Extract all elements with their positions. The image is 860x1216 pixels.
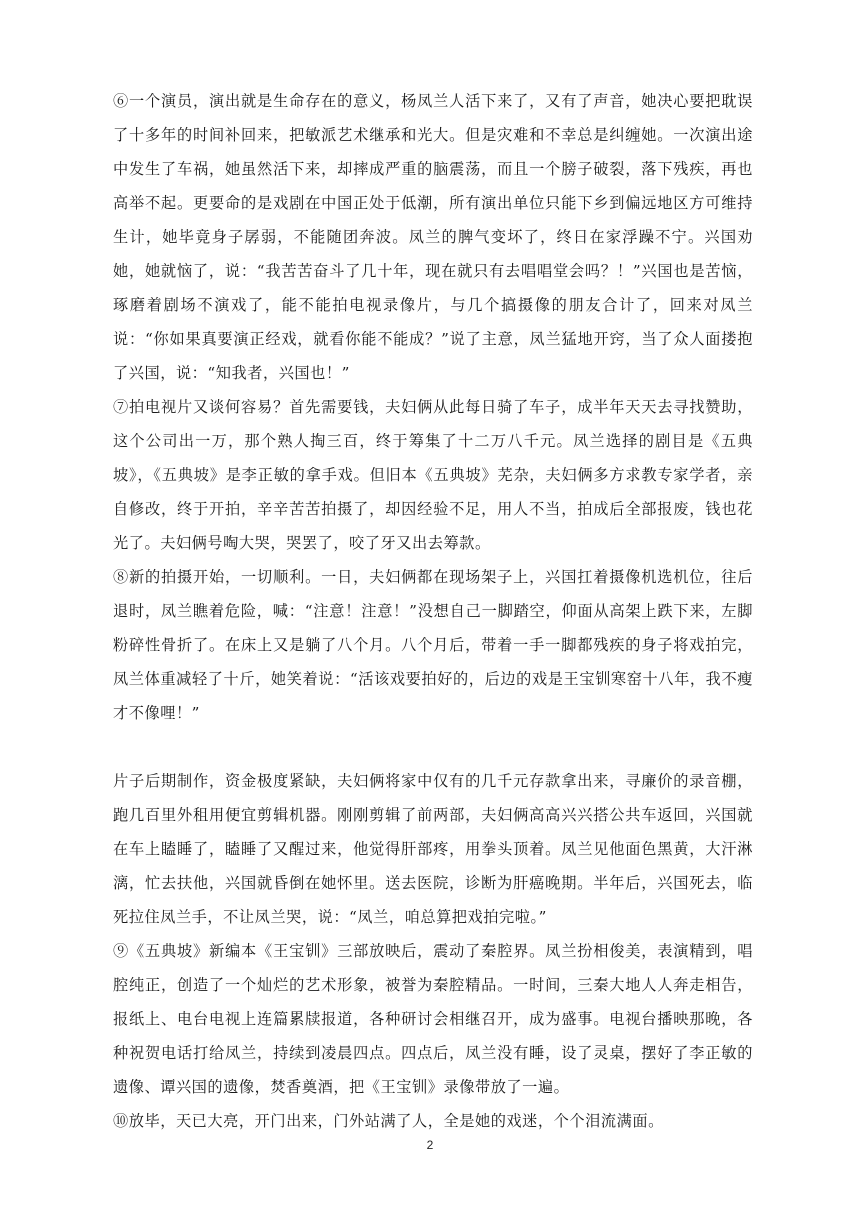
page-number: 2 [426,1138,434,1152]
paragraph-8-continued: 片子后期制作，资金极度紧缺，夫妇俩将家中仅有的几千元存款拿出来，寻廉价的录音棚，跑几百里外租用便宜剪辑机器。刚刚剪辑了前两部，夫妇俩高高兴兴搭公共车返回，兴国就在车上瞌睡了，瞌睡了又醒过来，他觉得肝部疼，用拳头顶着。凤兰见他面色黑黄，大汗淋漓，忙去扶他，兴国就昏倒在她怀里。送去医院，诊断为肝癌晚期。半年后，兴国死去，临死拉住凤兰手，不让凤兰哭，说：“凤兰，咱总算把戏拍完啦。” [113,772,753,926]
paragraph-7: ⑦拍电视片又谈何容易？首先需要钱，夫妇俩从此每日骑了车子，成半年天天去寻找赞助，这个公司出一万，那个熟人掏三百，终于筹集了十二万八千元。凤兰选择的剧目是《五典坡》，《五典坡》是李正敏的拿手戏。但旧本《五典坡》芜杂，夫妇俩多方求教专家学者，亲自修改，终于开拍，辛辛苦苦拍摄了，却因经验不足，用人不当，拍成后全部报废，钱也花光了。夫妇俩号啕大哭，哭罢了，咬了牙又出去筹款。 [113,398,753,552]
document-body [113,84,753,1138]
paragraph-8: ⑧新的拍摄开始，一切顺利。一日，夫妇俩都在现场架子上，兴国扛着摄像机选机位，往后退时，凤兰瞧着危险，喊：“注意！注意！”没想自己一脚踏空，仰面从高架上跌下来，左脚粉碎性骨折了。在床上又是躺了八个月。八个月后，带着一手一脚都残疾的身子将戏拍完，凤兰体重减轻了十斤，她笑着说：“活该戏要拍好的，后边的戏是王宝钏寒窑十八年，我不瘦才不像哩！” [113,568,753,722]
paragraph-gap [113,730,753,764]
paragraph-6: ⑥一个演员，演出就是生命存在的意义，杨凤兰人活下来了，又有了声音，她决心要把耽误了十多年的时间补回来，把敏派艺术继承和光大。但是灾难和不幸总是纠缠她。一次演出途中发生了车祸，她虽然活下来，却摔成严重的脑震荡，而且一个膀子破裂，落下残疾，再也高举不起。更要命的是戏剧在中国正处于低潮，所有演出单位只能下乡到偏远地区方可维持生计，她毕竟身子孱弱，不能随团奔波。凤兰的脾气变坏了，终日在家浮躁不宁。兴国劝她，她就恼了，说：“我苦苦奋斗了几十年，现在就只有去唱唱堂会吗？！”兴国也是苦恼，琢磨着剧场不演戏了，能不能拍电视录像片，与几个搞摄像的朋友合计了，回来对凤兰说：“你如果真要演正经戏，就看你能不能成？”说了主意，凤兰猛地开窍，当了众人面搂抱了兴国，说：“知我者，兴国也！” [113,92,754,382]
paragraph-10: ⑩放毕，天已大亮，开门出来，门外站满了人，全是她的戏迷，个个泪流满面。 [113,1112,664,1130]
paragraph-9: ⑨《五典坡》新编本《王宝钏》三部放映后，震动了秦腔界。凤兰扮相俊美，表演精到，唱腔纯正，创造了一个灿烂的艺术形象，被誉为秦腔精品。一时间，三秦大地人人奔走相告，报纸上、电台电视上连篇累牍报道，各种研讨会相继召开，成为盛事。电视台播映那晚，各种祝贺电话打给凤兰，持续到凌晨四点。四点后，凤兰没有睡，设了灵桌，摆好了李正敏的遗像、谭兴国的遗像，焚香奠酒，把《王宝钏》录像带放了一遍。 [113,942,753,1096]
